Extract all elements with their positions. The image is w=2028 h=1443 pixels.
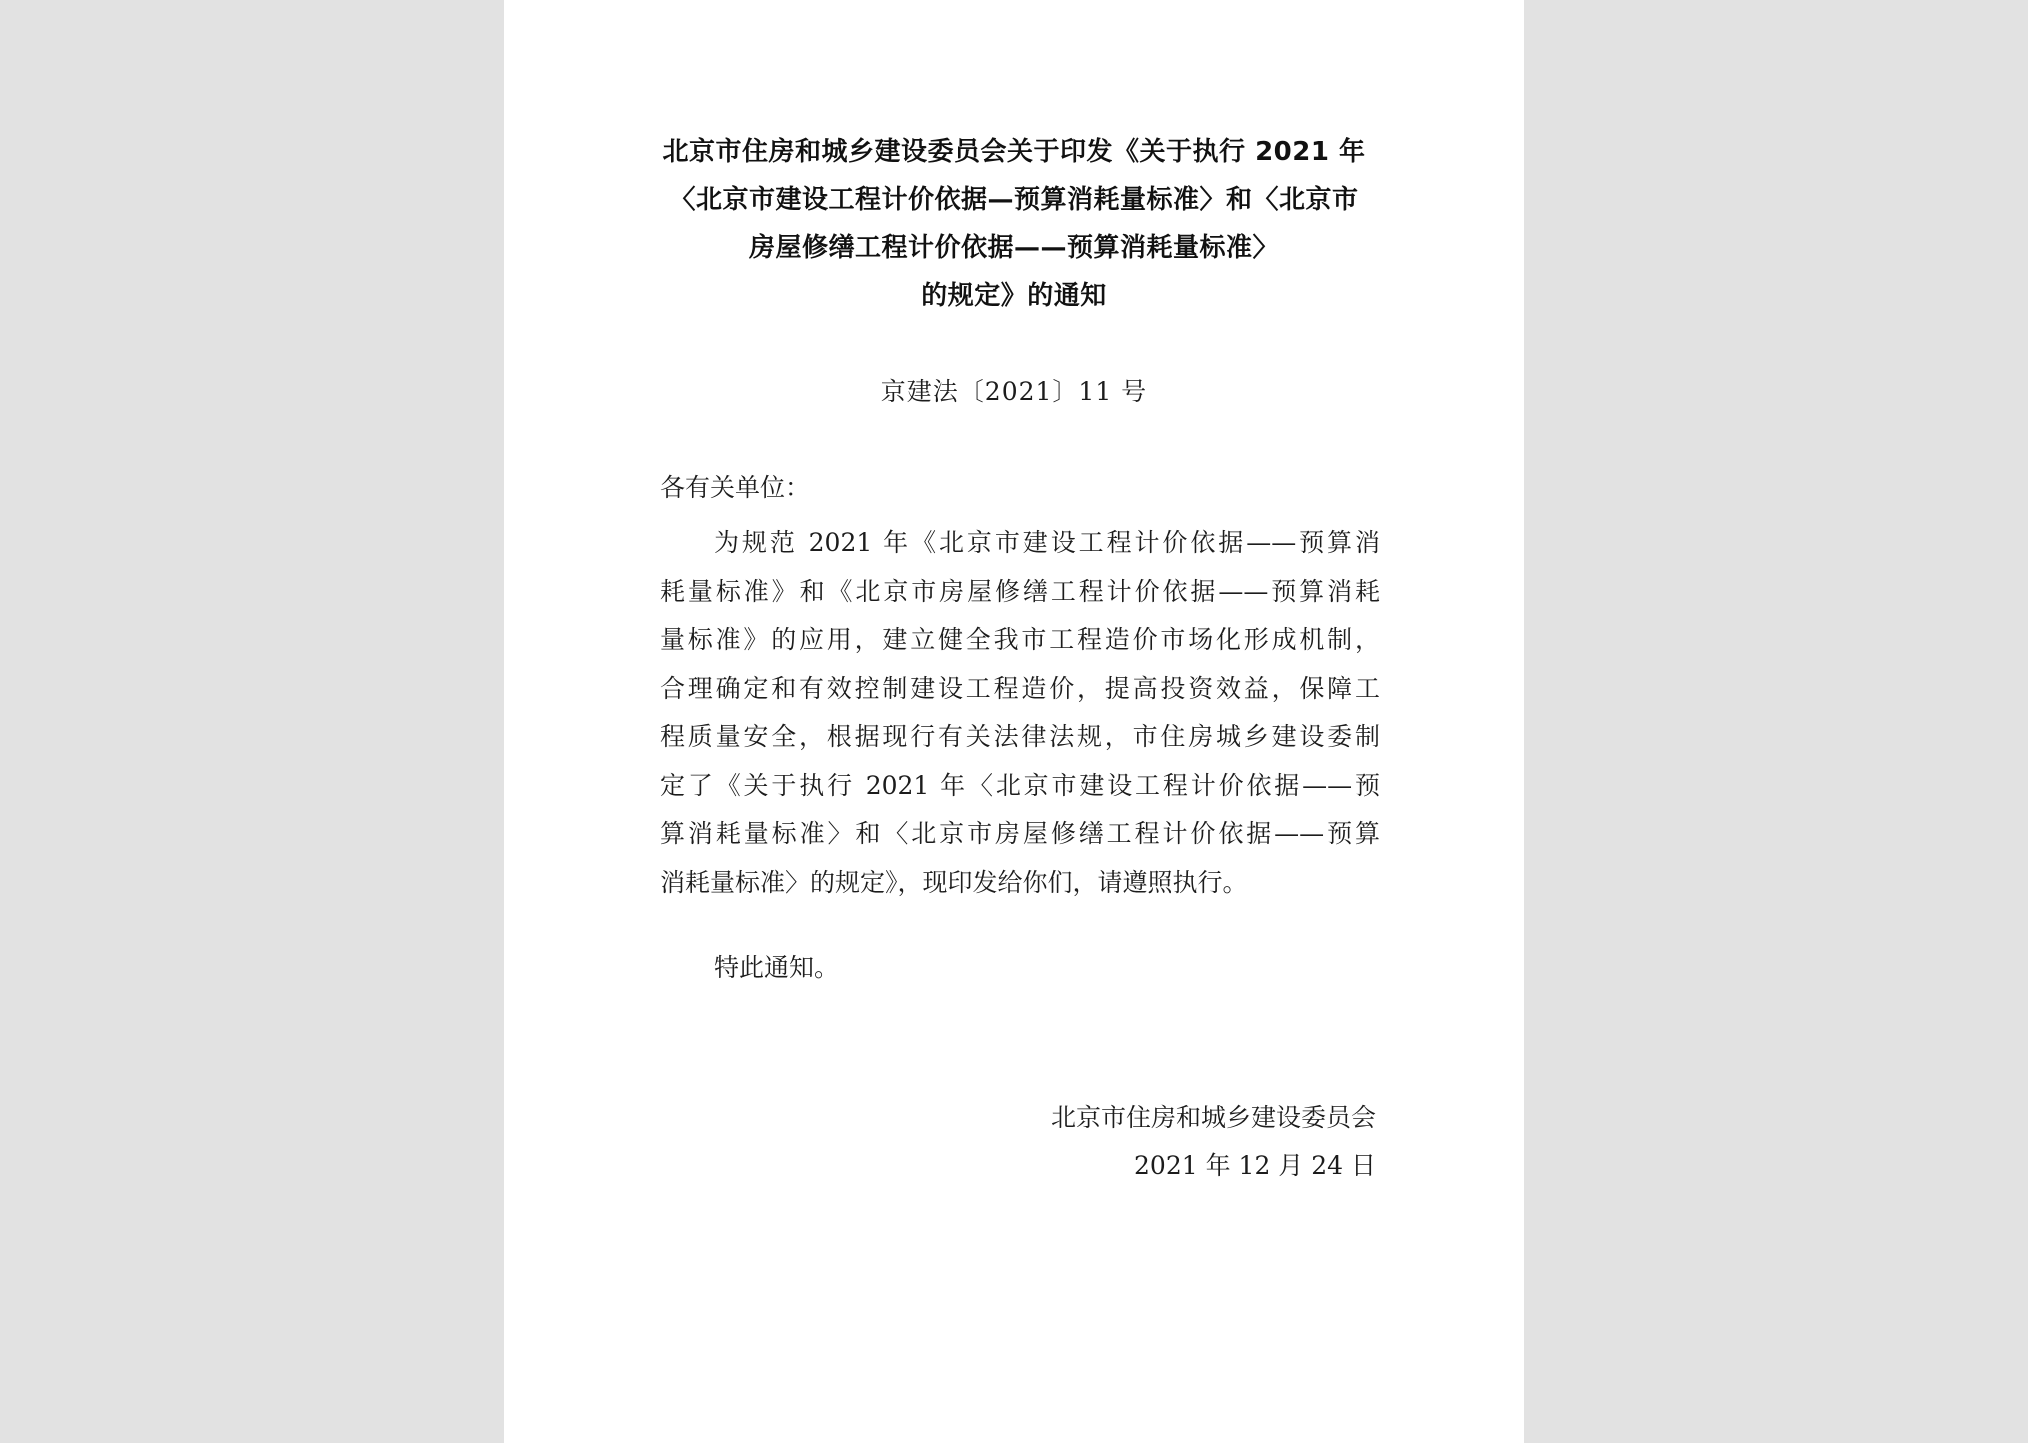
document-number: 京建法〔2021〕11 号 [880, 377, 1148, 406]
title-line: 〈北京市建设工程计价依据—预算消耗量标准〉和〈北京市 [669, 185, 1359, 215]
signature-date: 2021 年 12 月 24 日 [1134, 1151, 1376, 1180]
body-line: 耗量标准》和《北京市房屋修缮工程计价依据——预算消耗 [660, 576, 1380, 606]
body-line: 算消耗量标准〉和〈北京市房屋修缮工程计价依据——预算 [660, 819, 1380, 848]
document-page [504, 0, 1524, 1443]
body-line: 合理确定和有效控制建设工程造价，提高投资效益，保障工 [660, 673, 1380, 703]
body-line: 为规范 2021 年《北京市建设工程计价依据——预算消 [714, 528, 1380, 557]
closing-remark: 特此通知。 [714, 953, 840, 982]
body-line: 量标准》的应用，建立健全我市工程造价市场化形成机制， [660, 625, 1380, 654]
document-title [504, 128, 1524, 320]
title-line: 的规定》的通知 [921, 281, 1107, 311]
salutation: 各有关单位： [660, 473, 811, 502]
signature-block [1051, 1094, 1376, 1190]
body-line: 消耗量标准〉的规定》，现印发给你们，请遵照执行。 [660, 867, 1248, 897]
body-paragraph [660, 519, 1380, 907]
title-line: 北京市住房和城乡建设委员会关于印发《关于执行 2021 年 [662, 137, 1366, 167]
title-line: 房屋修缮工程计价依据——预算消耗量标准〉 [748, 233, 1279, 263]
body-line: 程质量安全，根据现行有关法律法规，市住房城乡建设委制 [660, 722, 1380, 751]
body-line: 定了《关于执行 2021 年〈北京市建设工程计价依据——预 [660, 770, 1380, 800]
signature-organization: 北京市住房和城乡建设委员会 [1050, 1103, 1376, 1132]
